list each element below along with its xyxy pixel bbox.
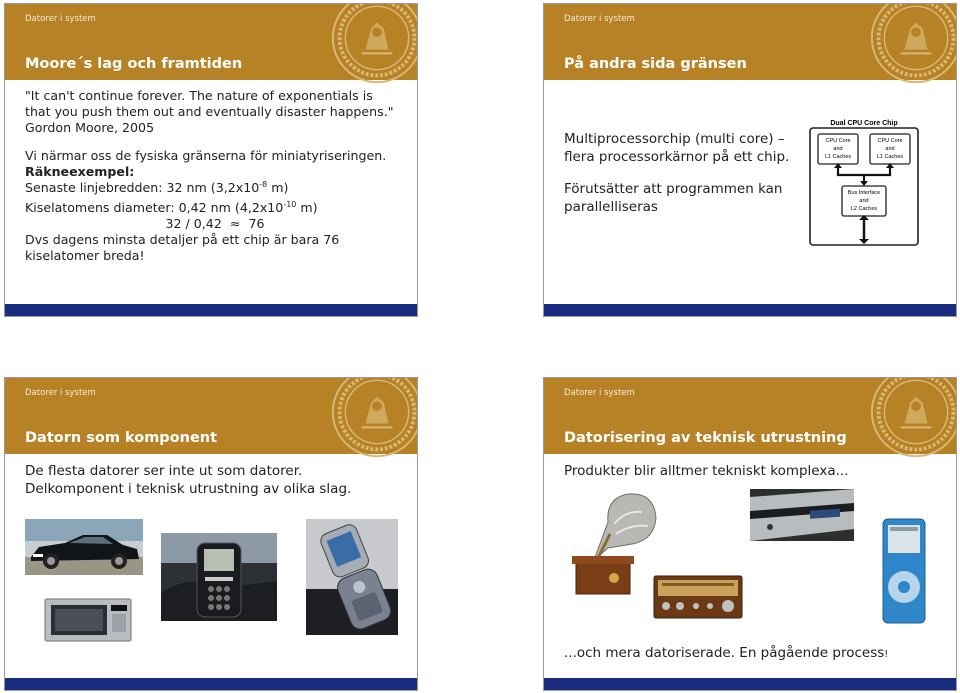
limit-text: Vi närmar oss de fysiska gränserna för miniatyriseringen.: [25, 148, 387, 163]
slide-footer-bar: [544, 678, 956, 690]
course-label: Datorer i system: [25, 388, 96, 398]
course-label: Datorer i system: [564, 14, 635, 24]
parallel-line: Förutsätter att programmen kan: [564, 181, 783, 197]
slide-footer-bar: [5, 304, 417, 316]
slide-body: [25, 462, 405, 498]
gramophone-photo: [568, 488, 660, 604]
car-photo: [25, 519, 143, 575]
slide-footer-bar: [5, 678, 417, 690]
gps-photo: [161, 533, 277, 621]
slide-title: Datorn som komponent: [25, 430, 218, 446]
dual-core-diagram: [808, 117, 920, 247]
svg-text:L1 Caches: L1 Caches: [824, 154, 852, 160]
quote-author: Gordon Moore, 2005: [25, 120, 155, 135]
slide-body: [25, 88, 405, 264]
multicore-line: flera processorkärnor på ett chip.: [564, 149, 790, 165]
dvd-player-photo: [750, 489, 854, 541]
slide-header: [544, 4, 956, 80]
body-line: De flesta datorer ser inte ut som datorer.: [25, 463, 303, 479]
approx-icon: ≈: [229, 216, 241, 231]
quote-line: "It can't continue forever. The nature of exponentials is: [25, 88, 373, 103]
slide-title: På andra sida gränsen: [564, 56, 747, 72]
microwave-photo: [43, 596, 133, 644]
slide-computer-as-component: [4, 377, 418, 691]
radio-receiver-photo: [652, 572, 744, 622]
svg-text:CPU Core: CPU Core: [825, 138, 851, 144]
slide-beyond-limit: [543, 3, 957, 317]
svg-text:and: and: [833, 146, 843, 152]
body-line: Produkter blir alltmer tekniskt komplexa...: [564, 463, 849, 479]
slide-header: [5, 378, 417, 454]
slide-footer-bar: [544, 304, 956, 316]
slide-body: [564, 462, 944, 480]
course-label: Datorer i system: [564, 388, 635, 398]
slide-computerization: [543, 377, 957, 691]
university-seal-icon: [868, 3, 957, 86]
slide-title: Datorisering av teknisk utrustning: [564, 430, 847, 446]
slide-body: [564, 130, 814, 216]
body-line: Delkomponent i teknisk utrustning av olika slag.: [25, 481, 352, 497]
slide-title: Moore´s lag och framtiden: [25, 56, 243, 72]
parallel-line: parallelliseras: [564, 199, 658, 215]
svg-text:Bus Interface: Bus Interface: [847, 190, 881, 196]
quote-line: that you push them out and eventually disaster happens.": [25, 104, 394, 119]
university-seal-icon: [329, 377, 418, 460]
course-label: Datorer i system: [25, 14, 96, 24]
conclusion-line: kiselatomer breda!: [25, 248, 145, 263]
bottom-text: [564, 644, 944, 664]
svg-text:and: and: [859, 198, 869, 204]
phone-photo: [306, 519, 398, 635]
mp3-player-photo: [879, 517, 929, 625]
slide-moores-law: [4, 3, 418, 317]
svg-text:L1 Caches: L1 Caches: [876, 154, 904, 160]
calculation: 32 / 0,42 ≈ 76: [165, 216, 265, 231]
diagram-title: Dual CPU Core Chip: [830, 120, 898, 127]
bottom-line: ...och mera datoriserade. En pågående process!: [564, 645, 889, 661]
slide-header: [5, 4, 417, 80]
svg-text:CPU Core: CPU Core: [877, 138, 903, 144]
atom-diameter-text: Kiselatomens diameter: 0,42 nm ($4,2x10^{-10}$ m): [25, 200, 318, 215]
conclusion-line: Dvs dagens minsta detaljer på ett chip är bara 76: [25, 232, 340, 247]
university-seal-icon: [329, 3, 418, 86]
multicore-line: Multiprocessorchip (multi core) –: [564, 131, 785, 147]
example-heading: Räkneexempel:: [25, 164, 135, 179]
university-seal-icon: [868, 377, 957, 460]
svg-text:L2 Caches: L2 Caches: [850, 206, 878, 212]
svg-text:and: and: [885, 146, 895, 152]
line-width-text: Senaste linjebredden: 32 nm ($3,2x10^{-8}$ m): [25, 180, 289, 195]
slide-header: [544, 378, 956, 454]
